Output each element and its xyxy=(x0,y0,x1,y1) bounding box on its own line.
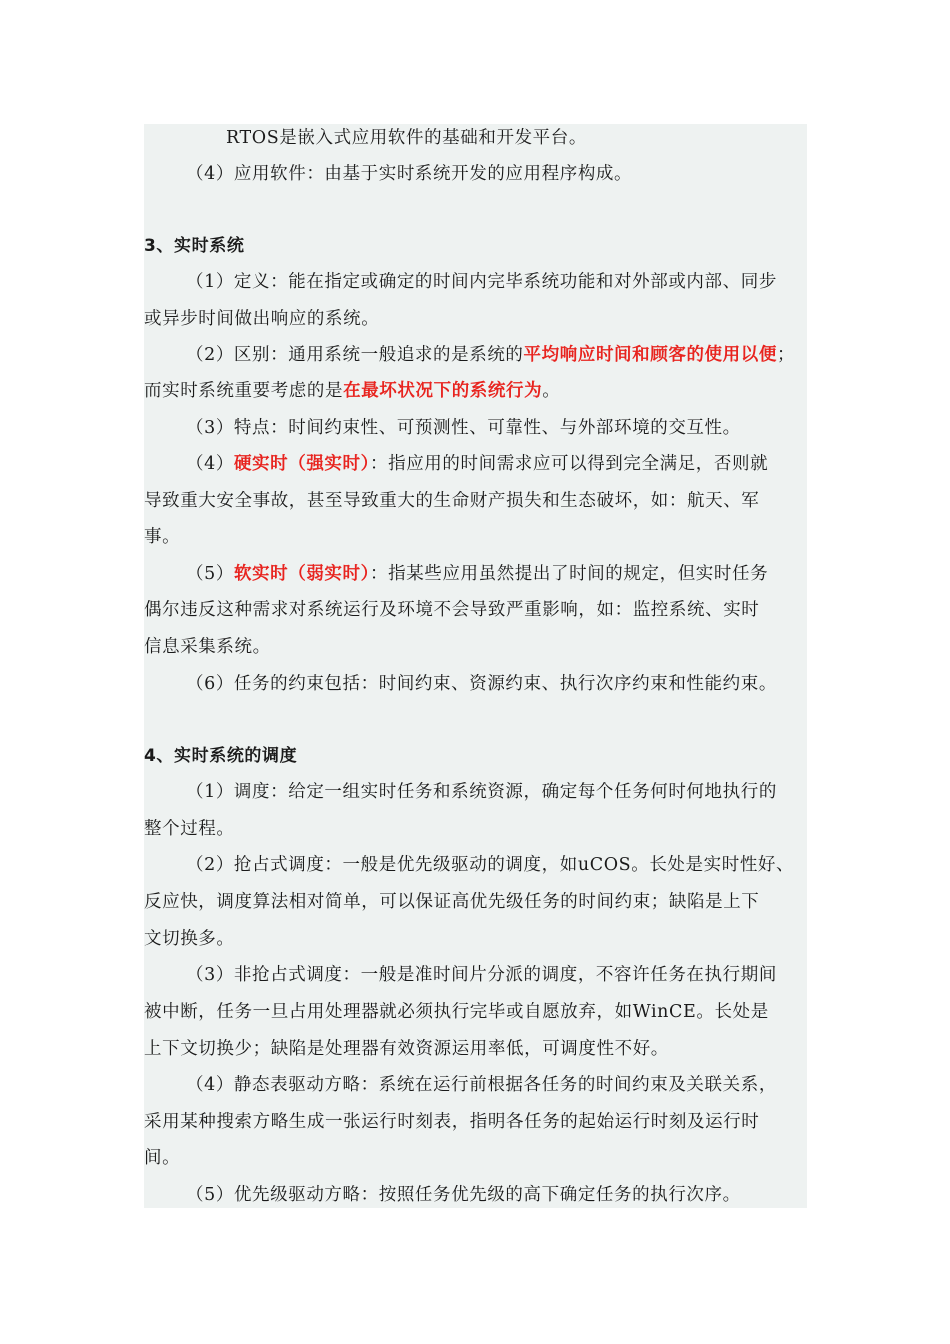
features-line: （3）特点：时间约束性、可预测性、可靠性、与外部环境的交互性。 xyxy=(186,418,741,438)
section-3-heading: 3、实时系统 xyxy=(144,236,245,256)
hard-realtime-line-2: 导致重大安全事故，甚至导致重大的生命财产损失和生态破坏，如：航天、军 xyxy=(144,491,760,511)
preemptive-line-1: （2）抢占式调度：一般是优先级驱动的调度，如uCOS。长处是实时性好、 xyxy=(186,855,795,875)
priority-driven-line: （5）优先级驱动方略：按照任务优先级的高下确定任务的执行次序。 xyxy=(186,1185,741,1205)
soft-realtime-line-1 xyxy=(144,562,849,586)
scheduling-line-2: 整个过程。 xyxy=(144,819,235,839)
punctuation: ； xyxy=(776,345,796,365)
section-4-heading: 4、实时系统的调度 xyxy=(144,746,298,766)
item-number: （5） xyxy=(186,564,234,584)
preemptive-line-3: 文切换多。 xyxy=(144,929,235,949)
hard-realtime-line-1 xyxy=(144,452,849,476)
definition-line-2: 或异步时间做出响应的系统。 xyxy=(144,309,380,329)
scheduling-line-1: （1）调度：给定一组实时任务和系统资源，确定每个任务何时何地执行的 xyxy=(186,782,777,802)
difference-line-1 xyxy=(144,343,849,367)
hard-realtime-term: 硬实时（强实时） xyxy=(233,454,370,474)
constraints-line: （6）任务的约束包括：时间约束、资源约束、执行次序约束和性能约束。 xyxy=(186,674,777,694)
soft-realtime-line-3: 信息采集系统。 xyxy=(144,637,271,657)
item-number: （4） xyxy=(186,454,234,474)
static-table-line-3: 间。 xyxy=(144,1148,181,1168)
non-preemptive-line-1: （3）非抢占式调度：一般是准时间片分派的调度，不容许任务在执行期间 xyxy=(186,965,777,985)
hard-realtime-line-3: 事。 xyxy=(144,527,181,547)
rtos-line: RTOS是嵌入式应用软件的基础和开发平台。 xyxy=(226,128,587,148)
punctuation: 。 xyxy=(542,381,561,401)
highlight-realtime-system: 在最坏状况下的系统行为 xyxy=(343,381,543,401)
soft-realtime-text: ：指某些应用虽然提出了时间的规定，但实时任务 xyxy=(370,564,769,584)
static-table-line-1: （4）静态表驱动方略：系统在运行前根据各任务的时间约束及关联关系， xyxy=(186,1075,777,1095)
preemptive-line-2: 反应快，调度算法相对简单，可以保证高优先级任务的时间约束；缺陷是上下 xyxy=(144,892,760,912)
difference-line-2 xyxy=(144,379,807,403)
difference-text: （2）区别：通用系统一般追求的是系统的 xyxy=(186,345,524,365)
definition-line-1: （1）定义：能在指定或确定的时间内完毕系统功能和对外部或内部、同步 xyxy=(186,272,777,292)
soft-realtime-term: 软实时（弱实时） xyxy=(233,564,370,584)
non-preemptive-line-3: 上下文切换少；缺陷是处理器有效资源运用率低，可调度性不好。 xyxy=(144,1039,669,1059)
non-preemptive-line-2: 被中断，任务一旦占用处理器就必须执行完毕或自愿放弃，如WinCE。长处是 xyxy=(144,1002,769,1022)
difference-text: 而实时系统重要考虑的是 xyxy=(144,381,344,401)
soft-realtime-line-2: 偶尔违反这种需求对系统运行及环境不会导致严重影响，如：监控系统、实时 xyxy=(144,600,760,620)
highlight-general-system: 平均响应时间和顾客的使用以便 xyxy=(523,345,777,365)
hard-realtime-text: ：指应用的时间需求应可以得到完全满足，否则就 xyxy=(370,454,769,474)
static-table-line-2: 采用某种搜索方略生成一张运行时刻表，指明各任务的起始运行时刻及运行时 xyxy=(144,1112,760,1132)
app-software-line: （4）应用软件：由基于实时系统开发的应用程序构成。 xyxy=(186,164,633,184)
